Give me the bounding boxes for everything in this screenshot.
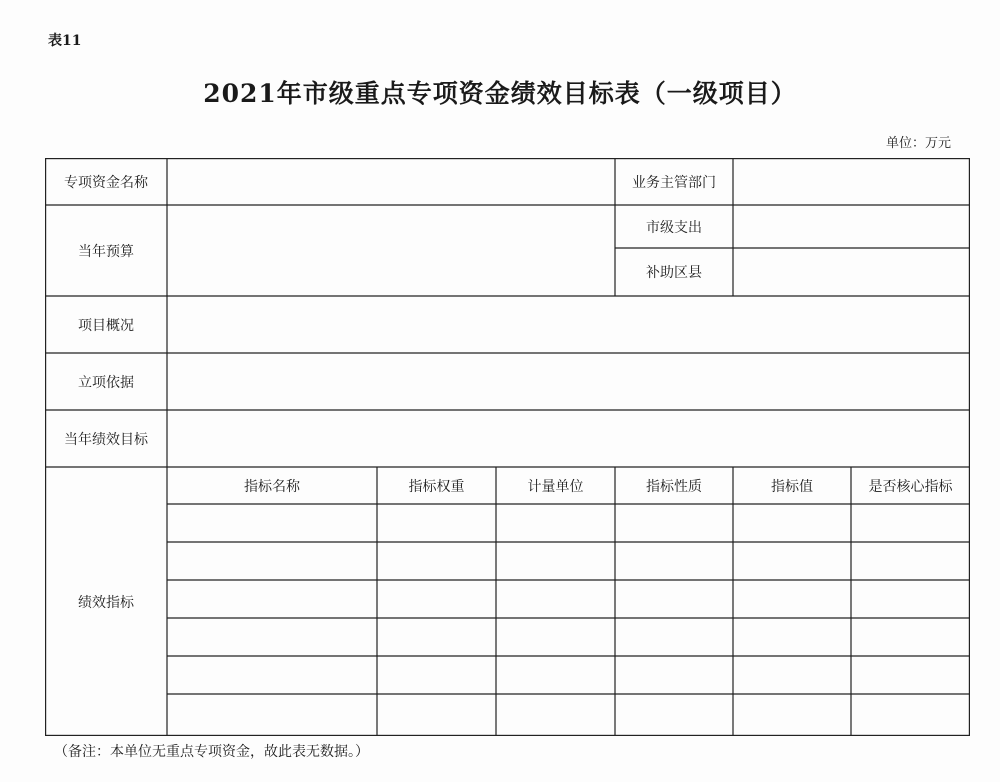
subsidy-label: 补助区县 (646, 265, 702, 281)
city-expense-label: 市级支出 (646, 219, 702, 236)
table-number: 表11 (48, 33, 82, 49)
unit-label: 单位：万元 (885, 136, 951, 151)
header-core-indicator: 是否核心指标 (868, 478, 953, 495)
overview-value (167, 296, 970, 353)
table-row (167, 504, 970, 542)
indicators-label: 绩效指标 (78, 594, 134, 611)
table-row (167, 694, 970, 736)
footnote: （备注：本单位无重点专项资金，故此表无数据。） (54, 744, 369, 760)
basis-value (167, 353, 970, 410)
goal-value (167, 410, 970, 467)
table-row (167, 580, 970, 618)
department-value (733, 158, 970, 205)
table-row (167, 656, 970, 694)
subsidy-value (733, 248, 970, 296)
table-row (167, 542, 970, 580)
budget-value (167, 205, 615, 296)
goal-label: 当年绩效目标 (64, 431, 148, 448)
performance-goal-table (45, 158, 970, 736)
fund-name-value (167, 158, 615, 205)
table-row (167, 618, 970, 656)
basis-label: 立项依据 (78, 374, 134, 391)
header-measure-unit: 计量单位 (527, 478, 584, 495)
city-expense-value (733, 205, 970, 248)
page-title: 2021年市级重点专项资金绩效目标表（一级项目） (203, 79, 797, 108)
header-indicator-value: 指标值 (771, 478, 813, 495)
header-indicator-name: 指标名称 (244, 478, 300, 495)
fund-name-label: 专项资金名称 (64, 174, 148, 191)
header-indicator-nature: 指标性质 (646, 478, 702, 495)
department-label: 业务主管部门 (632, 174, 716, 191)
overview-label: 项目概况 (78, 317, 134, 334)
budget-label: 当年预算 (78, 243, 134, 260)
header-indicator-weight: 指标权重 (408, 478, 465, 495)
